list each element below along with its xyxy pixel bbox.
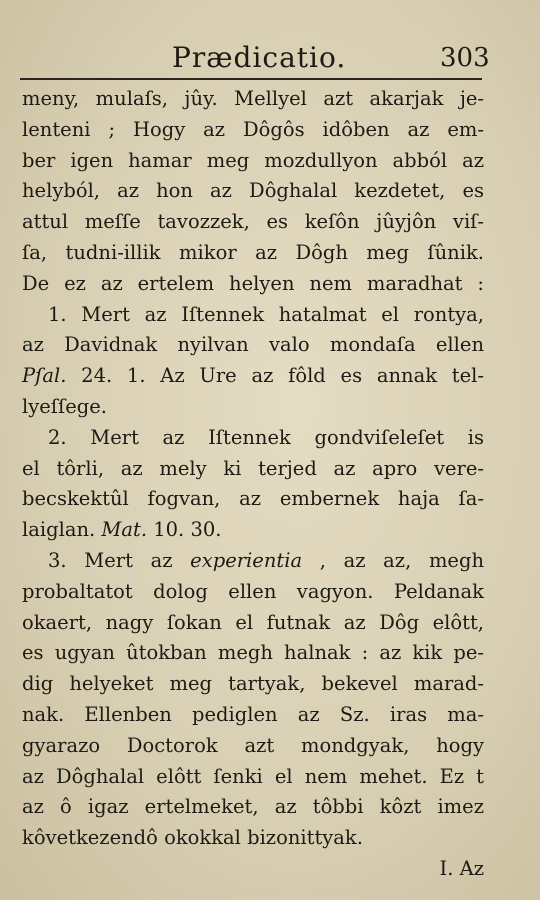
header-rule — [20, 78, 482, 80]
text-line: az Dôghalal elôtt ſenki el nem mehet. Ez t — [22, 764, 484, 788]
text-line: attul meſſe tavozzek, es keſôn jûyjôn viſ- — [22, 210, 484, 234]
text-line: ber igen hamar meg mozdullyon abból az — [22, 148, 484, 172]
text-line: dig helyeket meg tartyak, bekevel marad- — [22, 672, 484, 696]
text-line: meny, mulaſs, jûy. Mellyel azt akarjak je- — [22, 87, 484, 110]
text-line: helyból, az hon az Dôghalal kezdetet, es — [22, 179, 484, 203]
text-line: okaert, nagy ſokan el futnak az Dôg elôtt, — [22, 610, 484, 634]
text-line: De ez az ertelem helyen nem maradhat : — [22, 271, 484, 295]
text-line: el tôrli, az mely ki terjed az apro vere- — [22, 456, 484, 480]
text-line: Pſal. 24. 1. Az Ure az fôld es annak tel- — [22, 364, 484, 388]
text-line: probaltatot dolog ellen vagyon. Peldanak — [22, 579, 484, 603]
text-line: kôvetkezendô okokkal bizonittyak. — [22, 826, 363, 850]
text-line: becskektûl fogvan, az embernek haja ſa- — [22, 487, 484, 511]
page-number: 303 — [440, 43, 490, 73]
running-title: Prædicatio. — [172, 41, 347, 74]
text-line: 3. Mert az experientia , az az, megh — [48, 548, 485, 572]
catchword: I. Az — [439, 856, 484, 880]
text-line: laiglan. Mat. 10. 30. — [22, 518, 222, 542]
text-line: nak. Ellenben pediglen az Sz. iras ma- — [22, 702, 484, 726]
body-text — [22, 84, 484, 885]
text-line: gyarazo Doctorok azt mondgyak, hogy — [22, 733, 484, 757]
text-line: az ô igaz ertelmeket, az tôbbi kôzt imez — [22, 795, 484, 819]
text-line: lenteni ; Hogy az Dôgôs idôben az em- — [22, 117, 484, 141]
text-line: az Davidnak nyilvan valo mondaſa ellen — [22, 333, 484, 357]
page-header — [0, 38, 540, 78]
text-line: es ugyan ûtokban megh halnak : az kik pe- — [22, 641, 484, 665]
text-line: lyeſſege. — [22, 394, 107, 418]
text-line: 1. Mert az Iſtennek hatalmat el rontya, — [48, 302, 484, 326]
text-line: ſa, tudni-illik mikor az Dôgh meg ſûnik. — [22, 240, 484, 264]
text-line: 2. Mert az Iſtennek gondviſeleſet is — [48, 425, 484, 449]
